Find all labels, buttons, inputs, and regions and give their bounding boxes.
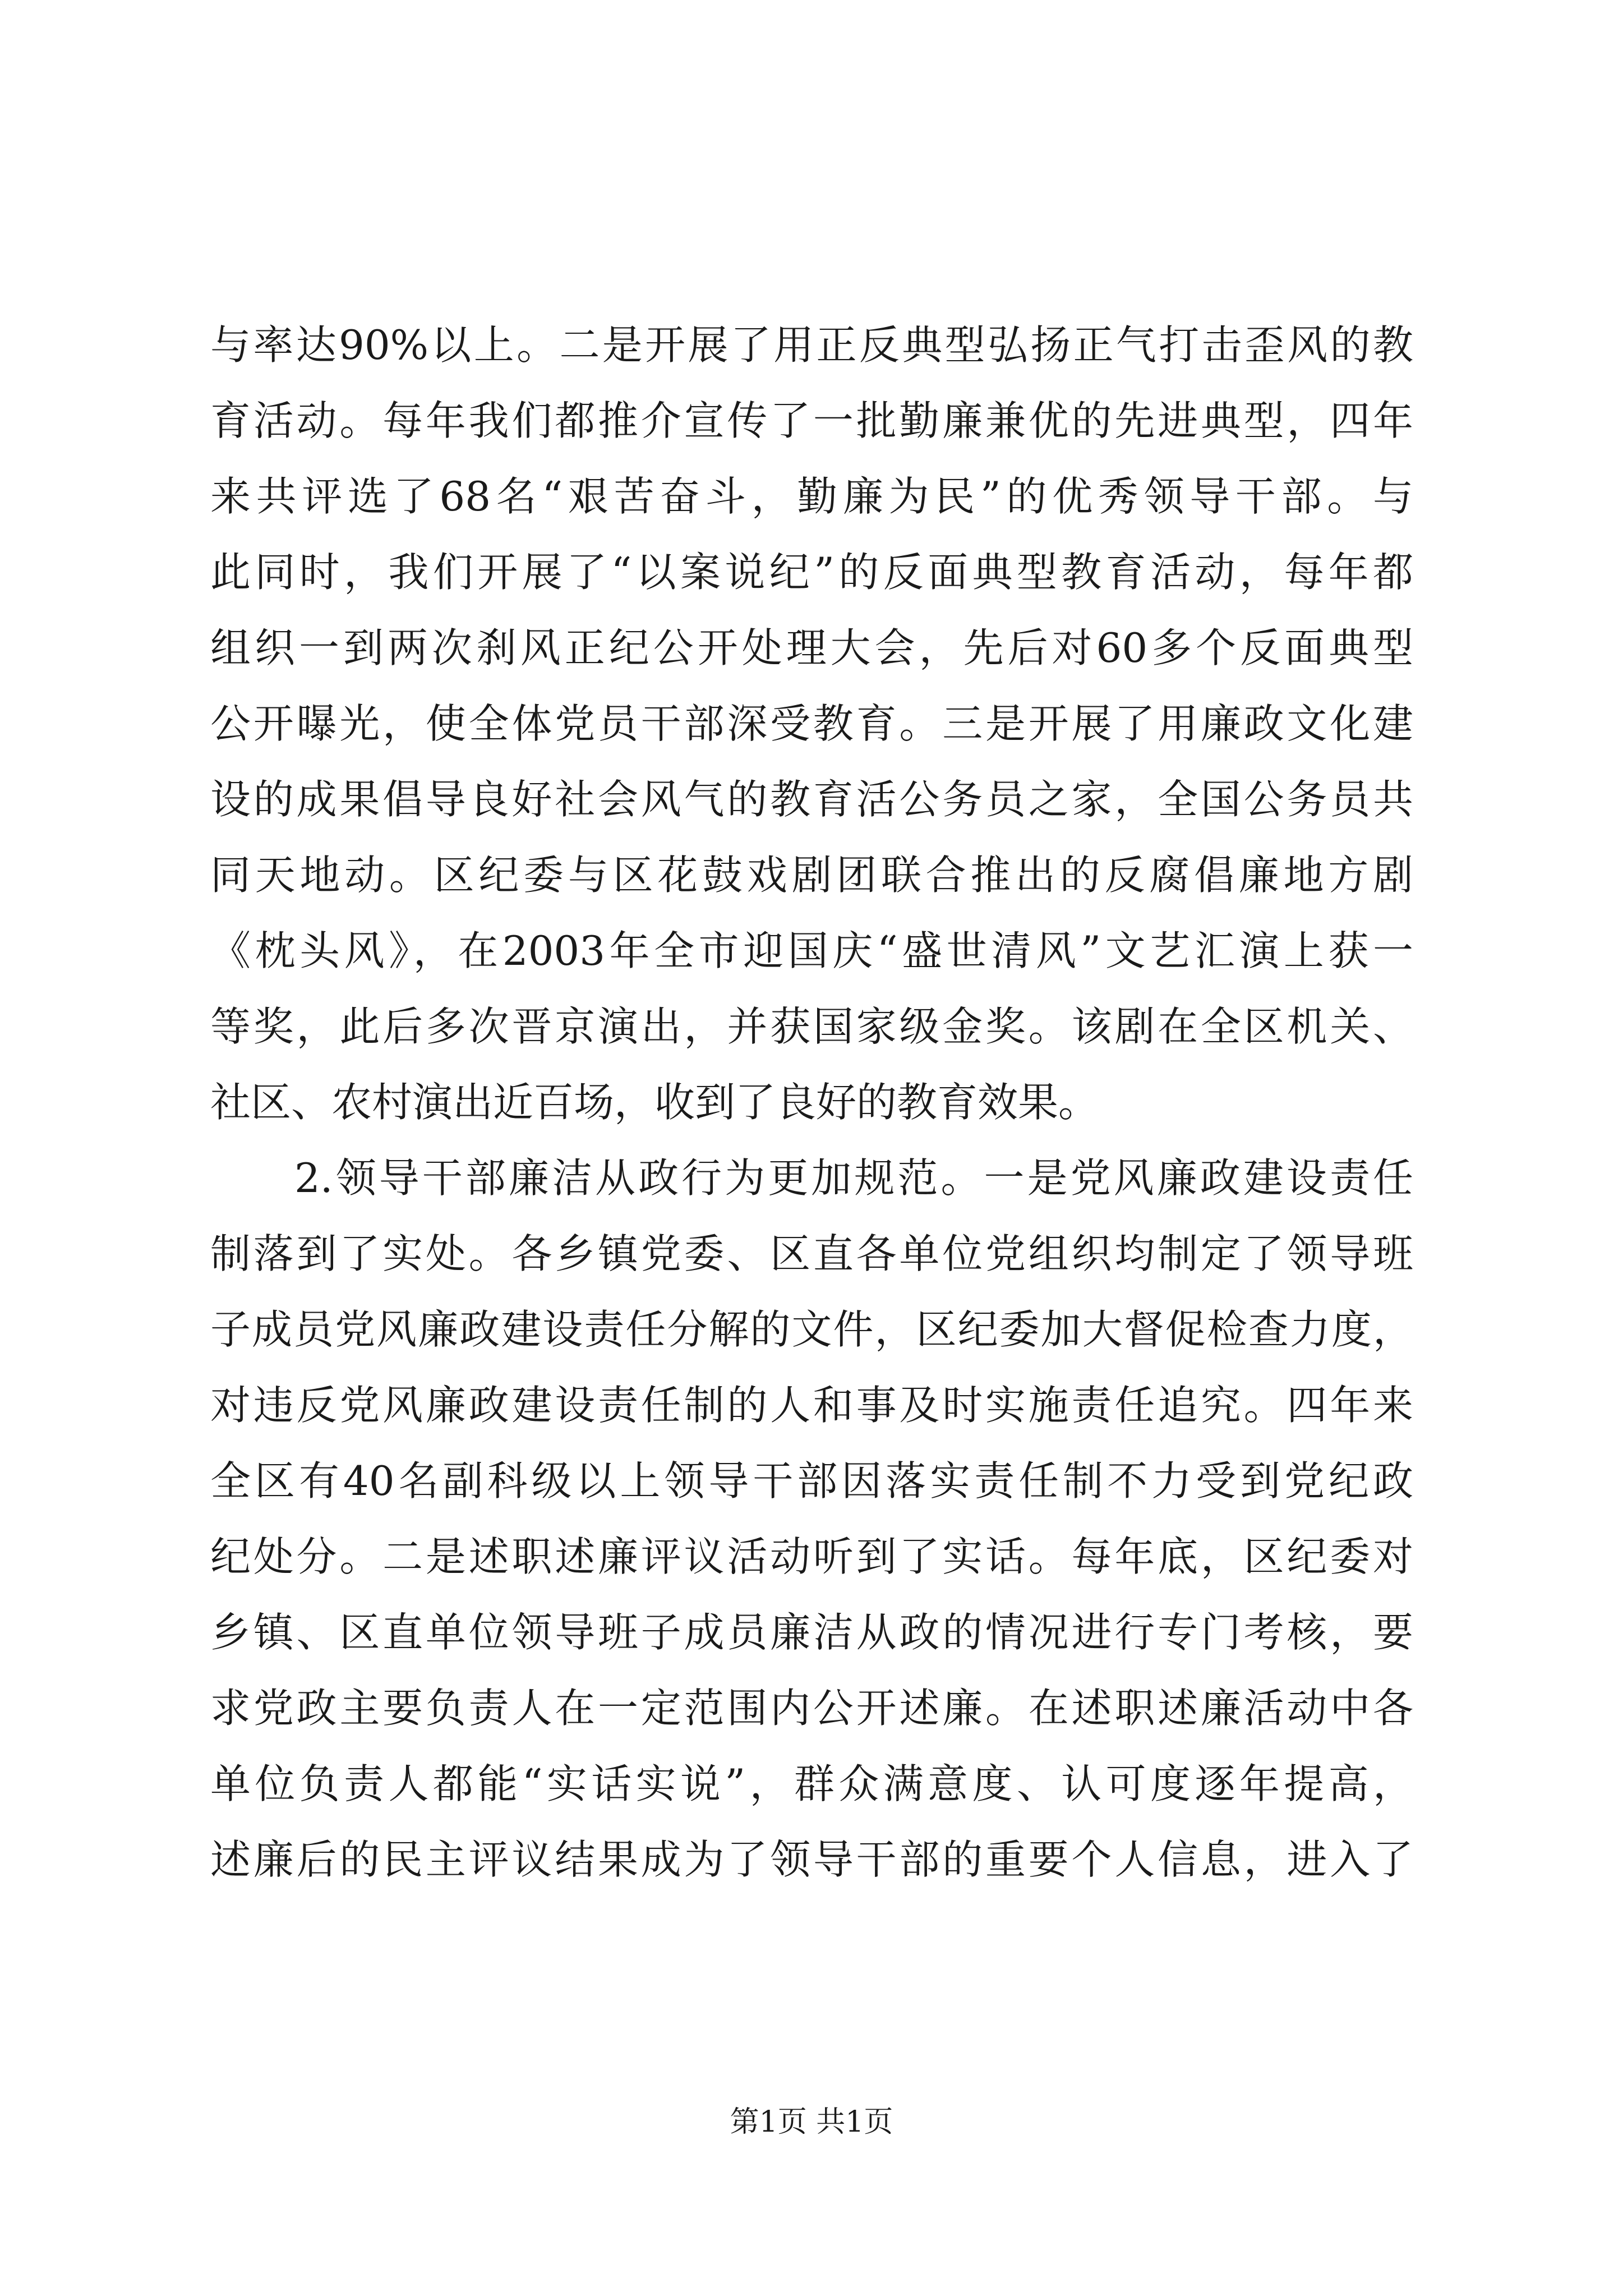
- text-line: 社区、农村演出近百场，收到了良好的教育效果。: [210, 1079, 1099, 1126]
- text-line: 述廉后的民主评议结果成为了领导干部的重要个人信息，进入了: [210, 1836, 1413, 1883]
- text-line: 育活动。每年我们都推介宣传了一批勤廉兼优的先进典型，四年: [210, 397, 1413, 444]
- body-text: [210, 307, 1413, 1898]
- text-line: 纪处分。二是述职述廉评议活动听到了实话。每年底，区纪委对: [210, 1533, 1413, 1580]
- text-line: 《枕头风》，在2003年全市迎国庆“盛世清风”文艺汇演上获一: [210, 927, 1413, 974]
- text-line: 来共评选了68名“艰苦奋斗，勤廉为民”的优秀领导干部。与: [210, 473, 1413, 520]
- text-line: 组织一到两次刹风正纪公开处理大会，先后对60多个反面典型: [210, 624, 1413, 671]
- text-line: 乡镇、区直单位领导班子成员廉洁从政的情况进行专门考核，要: [210, 1609, 1413, 1656]
- paragraph-start-line: 2.领导干部廉洁从政行为更加规范。一是党风廉政建设责任: [294, 1154, 1413, 1202]
- text-line: 公开曝光，使全体党员干部深受教育。三是开展了用廉政文化建: [210, 700, 1413, 747]
- text-line: 单位负责人都能“实话实说”，群众满意度、认可度逐年提高，: [210, 1760, 1413, 1807]
- text-line: 等奖，此后多次晋京演出，并获国家级金奖。该剧在全区机关、: [210, 1003, 1413, 1050]
- text-line: 全区有40名副科级以上领导干部因落实责任制不力受到党纪政: [210, 1457, 1413, 1504]
- text-line: 同天地动。区纪委与区花鼓戏剧团联合推出的反腐倡廉地方剧: [210, 852, 1413, 899]
- text-line: 与率达90%以上。二是开展了用正反典型弘扬正气打击歪风的教: [210, 321, 1413, 369]
- text-line: 制落到了实处。各乡镇党委、区直各单位党组织均制定了领导班: [210, 1230, 1413, 1277]
- text-line: 对违反党风廉政建设责任制的人和事及时实施责任追究。四年来: [210, 1382, 1413, 1429]
- text-line: 子成员党风廉政建设责任分解的文件，区纪委加大督促检查力度，: [210, 1306, 1413, 1353]
- text-line: 求党政主要负责人在一定范围内公开述廉。在述职述廉活动中各: [210, 1685, 1413, 1732]
- text-line: 此同时，我们开展了“以案说纪”的反面典型教育活动，每年都: [210, 549, 1413, 596]
- text-line: 设的成果倡导良好社会风气的教育活公务员之家，全国公务员共: [210, 776, 1413, 823]
- page-number-footer: 第1页 共1页: [730, 2105, 893, 2139]
